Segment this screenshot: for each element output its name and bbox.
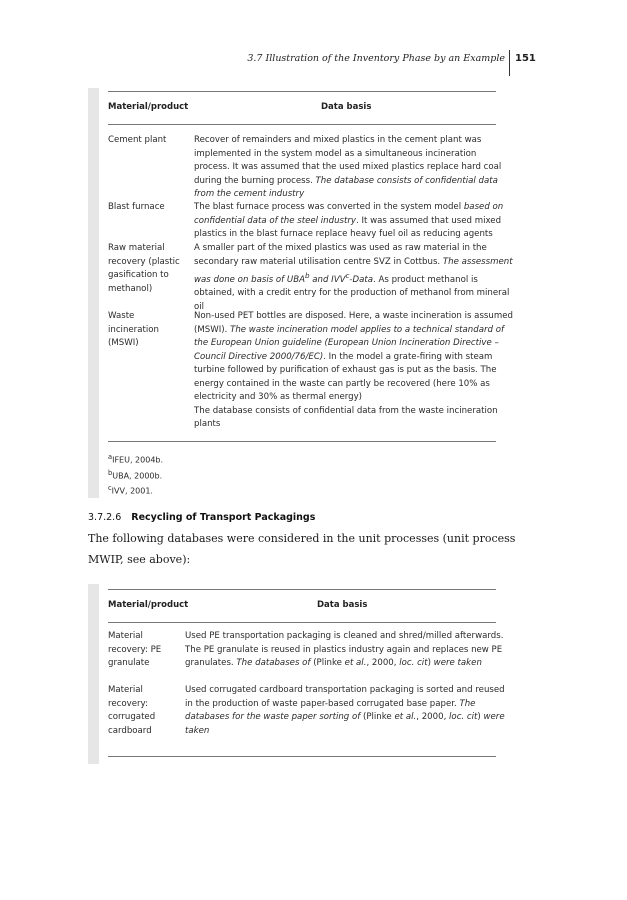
running-title: 3.7 Illustration of the Inventory Phase by an Example [247, 53, 505, 64]
footnote: $^c$IVV, 2001. [108, 484, 153, 496]
table-footnotes [108, 451, 163, 498]
footnote: $^b$UBA, 2000b. [108, 468, 163, 481]
section-intro: The following databases were considered in the unit processes (unit process MWIP, see above): [88, 532, 516, 566]
header-rule [108, 124, 496, 125]
running-header [0, 50, 627, 76]
footnote: $^a$IFEU, 2004b. [108, 453, 164, 465]
header-divider [509, 50, 510, 76]
data-basis-cell: A smaller part of the mixed plastics was used as raw material in the secondary raw material utilisation centre SVZ in Cottbus. The assessment was done on basis of UBA$^b$ and IVV$^c$-Data. As product methanol is obtained, with a credit entry for the production of methanol from mineral oil [194, 243, 513, 312]
material-cell: Blast furnace [108, 202, 165, 212]
data-basis-cell: Non-used PET bottles are disposed. Here, a waste incineration is assumed (MSWI). The waste incineration model applies to a technical standard of the European Union guideline (European Union Incineration Directive – Council Directive 2000/76/EC). In the model a grate-firing with steam turbine followed by purification of exhaust gas is put as the basis. The energy contained in the waste can partly be recovered (here 10% as electricity and 30% as thermal energy) The database consists of confidential data from the waste incineration plants [194, 311, 513, 429]
table-cement-blast-raw-waste [88, 88, 518, 498]
header-data-basis: Data basis [321, 102, 372, 112]
section-title: Recycling of Transport Packagings [131, 512, 316, 523]
data-basis-cell: Recover of remainders and mixed plastics in the cement plant was implemented in the system model as a simultaneous incineration process. It was assumed that the used mixed plastics replace hard coal during the burning process. The database consists of confidential data from the cement industry [194, 135, 502, 199]
data-basis-cell: The blast furnace process was converted in the system model based on confidential data of the steel industry. It was assumed that used mixed plastics in the blast furnace replace heavy fuel oil as reducing agents [194, 202, 504, 239]
table-top-rule [108, 589, 496, 590]
table-bottom-rule [108, 441, 496, 442]
table-bottom-rule [108, 756, 496, 757]
table-top-rule [108, 91, 496, 92]
header-material: Material/product [108, 102, 189, 112]
material-cell: Material recovery: PE granulate [108, 631, 162, 668]
section-number: 3.7.2.6 [88, 512, 122, 523]
table-sidebar [88, 88, 99, 498]
material-cell: Material recovery: corrugated cardboard [108, 685, 156, 736]
header-rule [108, 622, 496, 623]
data-basis-cell: Used corrugated cardboard transportation packaging is sorted and reused in the production of waste paper-based corrugated base paper. The databases for the waste paper sorting of (Plinke et al., 2000, loc. cit) were taken [185, 685, 505, 736]
material-cell: Waste incineration (MSWI) [108, 311, 159, 348]
material-cell: Cement plant [108, 135, 167, 145]
data-basis-cell: Used PE transportation packaging is cleaned and shred/milled afterwards. The PE granulate is reused in plastics industry again and replaces new PE granulates. The databases of (Plinke et al., 2000, loc. cit) were taken [185, 631, 504, 668]
header-material: Material/product [108, 600, 189, 610]
table-recycling-transport [88, 584, 518, 764]
table-sidebar [88, 584, 99, 764]
material-cell: Raw material recovery (plastic gasification to methanol) [108, 243, 180, 294]
header-data-basis: Data basis [317, 600, 368, 610]
page-number: 151 [515, 53, 536, 64]
section-heading [88, 512, 315, 523]
